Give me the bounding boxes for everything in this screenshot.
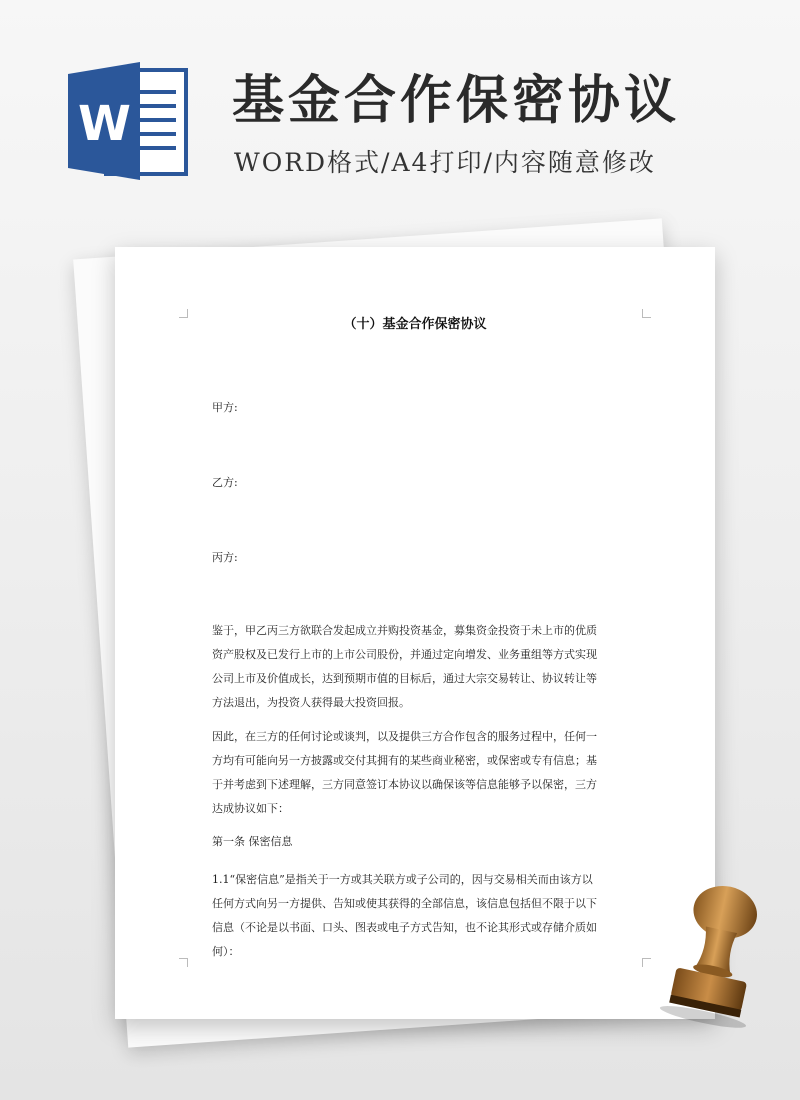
word-logo-icon [68, 62, 190, 180]
text-line: 何）： [212, 945, 240, 958]
text-line: 鉴于，甲乙丙三方欲联合发起成立并购投资基金，募集资金投资于未上市的优质 [212, 624, 597, 637]
party-b-label: 乙方: [212, 476, 238, 489]
text-line: 信息（不论是以书面、口头、图表或电子方式告知，也不论其形式或存储介质如 [212, 921, 597, 934]
text-line: 达成协议如下： [212, 802, 289, 815]
section-heading: 第一条 保密信息 [212, 835, 293, 848]
text-line: 于并考虑到下述理解，三方同意签订本协议以确保该等信息能够予以保密，三方 [212, 778, 597, 791]
text-line: 方均有可能向另一方披露或交付其拥有的某些商业秘密，或保密或专有信息；基 [212, 754, 597, 767]
text-line: 方法退出，为投资人获得最大投资回报。 [212, 696, 410, 709]
paragraph-recital [212, 619, 617, 715]
crop-mark [179, 958, 188, 967]
text-line: 1.1“保密信息”是指关于一方或其关联方或子公司的，因与交易相关而由该方以 [212, 873, 593, 886]
text-line: 资产股权及已发行上市的上市公司股份，并通过定向增发、业务重组等方式实现 [212, 648, 597, 661]
word-logo-letter: W [78, 96, 131, 152]
paragraph-clause-1-1 [212, 868, 617, 964]
text-line: 任何方式向另一方提供、告知或使其获得的全部信息，该信息包括但不限于以下 [212, 897, 597, 910]
page-title: 基金合作保密协议 [232, 71, 681, 131]
document-title: （十）基金合作保密协议 [343, 317, 487, 332]
party-a-label: 甲方: [212, 401, 238, 414]
page-subtitle: WORD格式/A4打印/内容随意修改 [234, 148, 656, 177]
document-page [115, 247, 715, 1019]
text-line: 公司上市及价值成长，达到预期市值的目标后，通过大宗交易转让、协议转让等 [212, 672, 597, 685]
wooden-stamp-icon [650, 870, 770, 1035]
paragraph-purpose [212, 725, 617, 821]
party-c-label: 丙方: [212, 551, 238, 564]
text-line: 因此，在三方的任何讨论或谈判，以及提供三方合作包含的服务过程中，任何一 [212, 730, 597, 743]
